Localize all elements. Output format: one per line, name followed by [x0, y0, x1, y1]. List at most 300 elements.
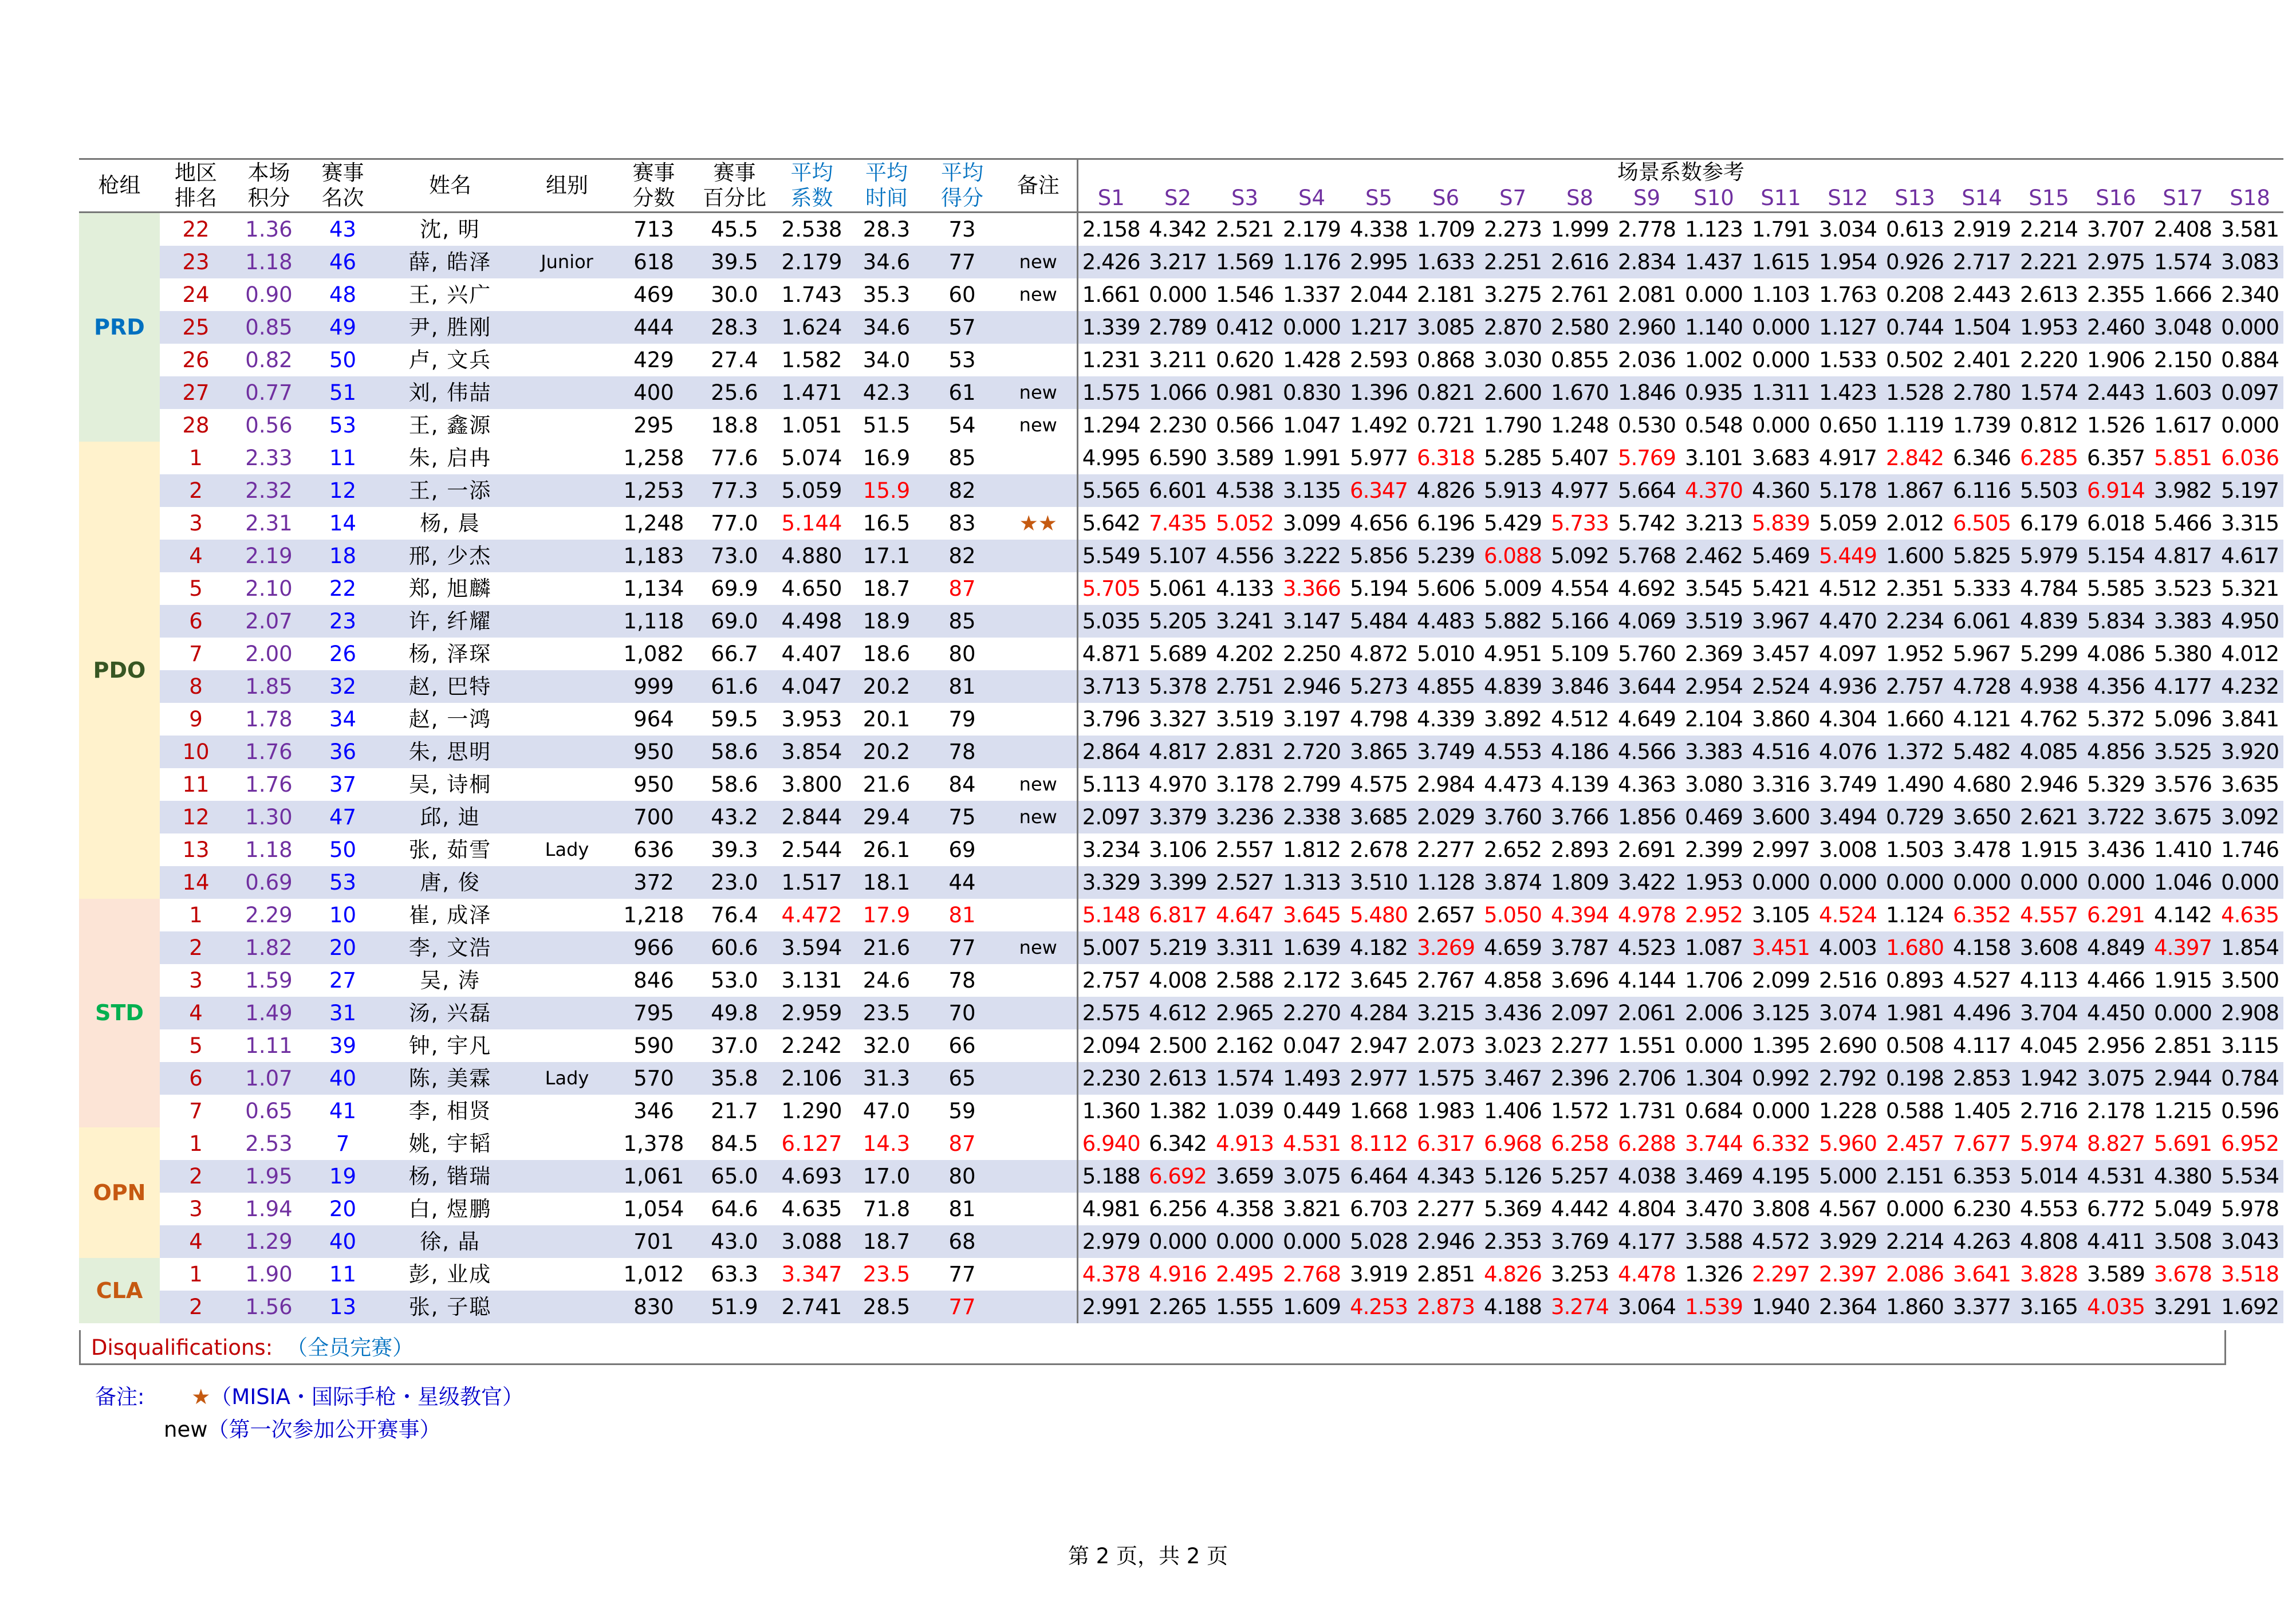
points: 0.85	[232, 311, 306, 344]
table-row	[79, 833, 2283, 866]
points: 0.65	[245, 1099, 293, 1123]
remark	[1000, 1291, 1077, 1323]
region-rank: 10	[160, 736, 232, 768]
header-remarks: 备注	[1017, 173, 1060, 198]
stage-factor-s9: 5.760	[1618, 642, 1676, 666]
stage-factor-s6: 2.946	[1412, 1225, 1479, 1258]
table-row	[79, 311, 2283, 344]
stage-factor-s18: 0.000	[2221, 413, 2279, 438]
stage-factor-s7: 4.858	[1484, 968, 1542, 993]
stage-factor-s1: 2.991	[1077, 1291, 1144, 1323]
points: 2.07	[232, 605, 306, 638]
stage-factor-s10: 1.953	[1680, 866, 1747, 899]
stage-factor-s9: 5.769	[1618, 446, 1676, 470]
stage-factor-s13: 1.490	[1886, 772, 1944, 797]
stage-factor-s11: 6.332	[1752, 1131, 1810, 1156]
stage-factor-s14: 5.825	[1948, 540, 2015, 572]
stage-factor-s14: 6.116	[1948, 474, 2015, 507]
stage-factor-s12: 3.008	[1819, 837, 1877, 862]
stage-factor-s17: 3.291	[2149, 1291, 2216, 1323]
avg-time: 21.6	[863, 772, 911, 797]
stage-factor-s6: 3.269	[1412, 931, 1479, 964]
table-row	[79, 409, 2283, 442]
stage-factor-s2: 6.817	[1149, 903, 1207, 927]
stage-factor-s9: 2.691	[1618, 837, 1676, 862]
remark	[1000, 997, 1077, 1029]
points: 1.07	[232, 1062, 306, 1095]
stage-factor-s10: 3.469	[1680, 1160, 1747, 1193]
stage-factor-s3: 0.000	[1211, 1225, 1278, 1258]
points: 1.85	[232, 670, 306, 703]
stage-factor-s8: 4.186	[1546, 736, 1613, 768]
stage-factor-s3: 0.981	[1211, 376, 1278, 409]
avg-factor: 2.179	[775, 246, 849, 278]
stage-factor-s14: 6.353	[1948, 1160, 2015, 1193]
stage-factor-s10: 1.002	[1685, 348, 1743, 372]
stage-factor-s18: 3.083	[2216, 246, 2283, 278]
event-rank: 48	[329, 282, 357, 307]
avg-points: 69	[948, 837, 976, 862]
stage-factor-s18: 0.000	[2216, 311, 2283, 344]
stage-factor-s8: 1.999	[1551, 217, 1609, 242]
avg-points: 66	[948, 1033, 976, 1058]
region-rank: 1	[189, 446, 203, 470]
avg-factor: 3.594	[775, 931, 849, 964]
event-score: 950	[613, 736, 694, 768]
stage-factor-s6: 3.085	[1412, 311, 1479, 344]
stage-factor-s7: 2.870	[1479, 311, 1546, 344]
stage-factor-s11: 1.791	[1752, 217, 1810, 242]
event-score: 636	[633, 837, 674, 862]
stage-factor-s14: 4.728	[1948, 670, 2015, 703]
stage-factor-s14: 4.496	[1948, 997, 2015, 1029]
table-row	[79, 1029, 2283, 1062]
stage-factor-s13: 0.208	[1886, 282, 1944, 307]
avg-factor: 1.517	[775, 866, 849, 899]
stage-factor-s5: 2.947	[1350, 1033, 1408, 1058]
event-score: 713	[633, 217, 674, 242]
remark	[1000, 1193, 1077, 1225]
stage-factor-s1: 1.575	[1077, 376, 1144, 409]
stage-factor-s5: 5.194	[1350, 576, 1408, 601]
stage-factor-s8: 4.512	[1551, 707, 1609, 732]
stage-factor-s1: 4.995	[1077, 442, 1144, 474]
stage-factor-s8: 1.809	[1546, 866, 1613, 899]
stage-factor-s11: 4.516	[1747, 736, 1814, 768]
stage-factor-s10: 3.588	[1680, 1225, 1747, 1258]
stage-factor-s6: 5.606	[1417, 576, 1475, 601]
stage-factor-s3: 3.589	[1216, 446, 1274, 470]
stage-factor-s6: 2.984	[1417, 772, 1475, 797]
event-pct: 39.3	[711, 837, 758, 862]
stage-factor-s10: 2.462	[1680, 540, 1747, 572]
table-row	[79, 213, 2283, 246]
event-pct: 30.0	[711, 282, 758, 307]
stage-factor-s9: 4.038	[1613, 1160, 1680, 1193]
avg-factor: 2.106	[775, 1062, 849, 1095]
stage-factor-s9: 2.081	[1618, 282, 1676, 307]
stage-factor-s4: 1.337	[1283, 282, 1341, 307]
competitor-name: 王, 鑫源	[408, 413, 492, 438]
stage-factor-s18: 0.000	[2216, 866, 2283, 899]
event-score: 1,012	[623, 1262, 684, 1287]
stage-factor-s7: 5.369	[1484, 1197, 1542, 1221]
table-row	[79, 1193, 2283, 1225]
points: 2.10	[245, 576, 293, 601]
stage-factor-s18: 1.854	[2216, 931, 2283, 964]
region-rank: 5	[189, 576, 203, 601]
stage-factor-s13: 1.660	[1886, 707, 1944, 732]
competitor-name: 郑, 旭麟	[408, 576, 492, 601]
avg-time: 34.6	[849, 311, 924, 344]
stage-factor-s4: 3.222	[1278, 540, 1345, 572]
stage-factor-s8: 3.274	[1546, 1291, 1613, 1323]
region-rank: 4	[160, 540, 232, 572]
stage-factor-s18: 4.950	[2216, 605, 2283, 638]
stage-factor-s16: 5.329	[2087, 772, 2145, 797]
avg-points: 70	[924, 997, 1000, 1029]
stage-factor-s8: 1.670	[1546, 376, 1613, 409]
stage-factor-s16: 2.975	[2082, 246, 2149, 278]
header-avg-points: 平均 得分	[941, 160, 983, 210]
stage-factor-s11: 2.099	[1752, 968, 1810, 993]
avg-factor: 4.693	[775, 1160, 849, 1193]
stage-factor-s13: 1.860	[1881, 1291, 1948, 1323]
stage-factor-s1: 2.757	[1077, 964, 1144, 997]
stage-factor-s8: 3.766	[1546, 801, 1613, 833]
avg-factor: 4.472	[781, 903, 842, 927]
table-row	[79, 1258, 2283, 1291]
stage-factor-s11: 2.297	[1752, 1262, 1810, 1287]
avg-points: 82	[924, 540, 1000, 572]
stage-factor-s4: 3.135	[1278, 474, 1345, 507]
avg-time: 51.5	[863, 413, 911, 438]
competitor-name: 卢, 文兵	[408, 348, 492, 372]
stage-factor-s10: 3.744	[1685, 1131, 1743, 1156]
stage-factor-s12: 1.763	[1819, 282, 1877, 307]
competitor-name: 赵, 巴特	[380, 670, 521, 703]
event-pct: 65.0	[694, 1160, 775, 1193]
stage-factor-s15: 4.557	[2020, 903, 2078, 927]
stage-factor-s18: 4.232	[2216, 670, 2283, 703]
stage-factor-s9: 4.069	[1613, 605, 1680, 638]
stage-factor-s4: 1.812	[1283, 837, 1341, 862]
avg-points: 87	[948, 1131, 976, 1156]
stage-factor-s10: 3.519	[1680, 605, 1747, 638]
stage-factor-s4: 3.197	[1283, 707, 1341, 732]
stage-factor-s7: 5.882	[1479, 605, 1546, 638]
stage-factor-s15: 3.704	[2015, 997, 2082, 1029]
event-score: 950	[633, 772, 674, 797]
stage-factor-s11: 1.311	[1747, 376, 1814, 409]
event-score: 618	[613, 246, 694, 278]
stage-factor-s17: 4.177	[2149, 670, 2216, 703]
stage-factor-s18: 3.500	[2221, 968, 2279, 993]
avg-points: 68	[924, 1225, 1000, 1258]
competitor-name: 李, 文浩	[380, 931, 521, 964]
stage-factor-s10: 2.369	[1685, 642, 1743, 666]
stage-factor-s13: 1.981	[1881, 997, 1948, 1029]
event-score: 1,218	[623, 903, 684, 927]
event-score: 700	[613, 801, 694, 833]
competitor-name: 赵, 一鸿	[408, 707, 492, 732]
stage-factor-s14: 6.230	[1953, 1197, 2011, 1221]
stage-factor-s1: 1.231	[1077, 344, 1144, 376]
header-stage-s2: S2	[1164, 186, 1192, 210]
header-avg-time: 平均 时间	[865, 160, 908, 210]
region-rank: 14	[160, 866, 232, 899]
avg-points: 78	[948, 968, 976, 993]
stage-factor-s3: 3.236	[1211, 801, 1278, 833]
avg-points: 77	[948, 1262, 976, 1287]
stage-factor-s11: 1.615	[1747, 246, 1814, 278]
stage-factor-s1: 3.234	[1077, 833, 1144, 866]
stage-factor-s3: 2.831	[1211, 736, 1278, 768]
stage-factor-s16: 5.154	[2082, 540, 2149, 572]
stage-factor-s4: 0.000	[1278, 1225, 1345, 1258]
stage-factor-s1: 5.565	[1077, 474, 1144, 507]
stage-factor-s10: 1.123	[1685, 217, 1743, 242]
category: Junior	[521, 246, 613, 278]
stage-factor-s17: 5.380	[2154, 642, 2212, 666]
new-note: （第一次参加公开赛事）	[207, 1417, 441, 1442]
table-row	[79, 572, 2283, 605]
stage-factor-s5: 8.112	[1350, 1131, 1408, 1156]
region-rank: 6	[160, 1062, 232, 1095]
stage-factor-s11: 5.469	[1747, 540, 1814, 572]
remark	[1000, 1127, 1077, 1160]
event-pct: 21.7	[711, 1099, 758, 1123]
competitor-name: 朱, 思明	[380, 736, 521, 768]
event-score: 346	[633, 1099, 674, 1123]
stage-factor-s10: 3.545	[1685, 576, 1743, 601]
remark: new	[1000, 376, 1077, 409]
event-pct: 77.3	[694, 474, 775, 507]
stage-factor-s16: 5.585	[2087, 576, 2145, 601]
stage-factor-s3: 4.133	[1216, 576, 1274, 601]
stage-factor-s15: 4.762	[2020, 707, 2078, 732]
stage-factor-s12: 2.690	[1819, 1033, 1877, 1058]
stage-factor-s8: 5.166	[1546, 605, 1613, 638]
stage-factor-s8: 3.769	[1546, 1225, 1613, 1258]
stage-factor-s1: 5.113	[1077, 768, 1144, 801]
stage-factor-s2: 5.378	[1144, 670, 1211, 703]
stage-factor-s8: 5.109	[1551, 642, 1609, 666]
stage-factor-s13: 0.588	[1886, 1099, 1944, 1123]
stage-factor-s2: 1.066	[1144, 376, 1211, 409]
header-stage-s5: S5	[1365, 186, 1393, 210]
stage-factor-s1: 5.035	[1077, 605, 1144, 638]
stage-factor-s15: 4.808	[2015, 1225, 2082, 1258]
table-row	[79, 507, 2283, 540]
stage-factor-s12: 2.792	[1814, 1062, 1881, 1095]
stage-factor-s17: 4.142	[2154, 903, 2212, 927]
stage-factor-s6: 6.196	[1417, 511, 1475, 536]
category	[521, 768, 613, 801]
event-pct: 64.6	[711, 1197, 758, 1221]
stage-factor-s6: 1.633	[1412, 246, 1479, 278]
stage-factor-s13: 0.926	[1881, 246, 1948, 278]
event-pct: 51.9	[694, 1291, 775, 1323]
stage-factor-s14: 3.641	[1953, 1262, 2011, 1287]
category	[521, 1029, 613, 1062]
table-row	[79, 605, 2283, 638]
stage-factor-s12: 3.494	[1814, 801, 1881, 833]
remark: new	[1000, 931, 1077, 964]
event-pct: 59.5	[711, 707, 758, 732]
stage-factor-s2: 2.613	[1144, 1062, 1211, 1095]
points: 2.19	[232, 540, 306, 572]
stage-factor-s4: 1.609	[1278, 1291, 1345, 1323]
stage-factor-s2: 0.000	[1144, 1225, 1211, 1258]
stage-factor-s12: 1.423	[1814, 376, 1881, 409]
remark: new	[1000, 246, 1077, 278]
category	[521, 278, 613, 311]
stage-factor-s13: 2.234	[1881, 605, 1948, 638]
stage-factor-s12: 1.127	[1814, 311, 1881, 344]
category	[521, 1193, 613, 1225]
competitor-name: 李, 相贤	[408, 1099, 492, 1123]
avg-time: 29.4	[849, 801, 924, 833]
stage-factor-s16: 4.411	[2082, 1225, 2149, 1258]
avg-points: 81	[948, 1197, 976, 1221]
stage-factor-s16: 6.018	[2087, 511, 2145, 536]
stage-factor-s17: 1.603	[2149, 376, 2216, 409]
stage-factor-s15: 2.946	[2020, 772, 2078, 797]
event-pct: 73.0	[694, 540, 775, 572]
stage-factor-s16: 3.436	[2087, 837, 2145, 862]
stage-factor-s15: 4.085	[2015, 736, 2082, 768]
avg-points: 54	[948, 413, 976, 438]
points: 1.49	[232, 997, 306, 1029]
event-score: 469	[633, 282, 674, 307]
table-row	[79, 736, 2283, 768]
stage-factor-s9: 4.692	[1618, 576, 1676, 601]
stage-factor-s18: 3.635	[2221, 772, 2279, 797]
stage-factor-s16: 3.075	[2082, 1062, 2149, 1095]
stage-factor-s7: 4.188	[1479, 1291, 1546, 1323]
stage-factor-s16: 6.357	[2087, 446, 2145, 470]
stage-factor-s15: 3.608	[2015, 931, 2082, 964]
table-row	[79, 474, 2283, 507]
stage-factor-s13: 1.952	[1886, 642, 1944, 666]
stage-factor-s14: 3.650	[1948, 801, 2015, 833]
stage-factor-s7: 3.436	[1479, 997, 1546, 1029]
avg-time: 42.3	[849, 376, 924, 409]
stage-factor-s11: 3.967	[1747, 605, 1814, 638]
points: 1.56	[232, 1291, 306, 1323]
stage-factor-s3: 4.647	[1216, 903, 1274, 927]
stage-factor-s5: 2.044	[1350, 282, 1408, 307]
header-stage-s16: S16	[2096, 186, 2136, 210]
stage-factor-s17: 5.096	[2154, 707, 2212, 732]
stage-factor-s6: 4.343	[1412, 1160, 1479, 1193]
stage-factor-s6: 2.073	[1417, 1033, 1475, 1058]
event-rank: 11	[329, 446, 357, 470]
competitor-name: 沈, 明	[420, 217, 481, 242]
region-rank: 9	[189, 707, 203, 732]
header-event-pct: 赛事 百分比	[703, 160, 766, 210]
stage-factor-s10: 4.370	[1680, 474, 1747, 507]
event-score: 1,134	[623, 576, 684, 601]
stage-factor-s12: 4.936	[1814, 670, 1881, 703]
stage-factor-s2: 4.342	[1149, 217, 1207, 242]
stage-factor-s15: 2.613	[2020, 282, 2078, 307]
stage-factor-s8: 1.248	[1551, 413, 1609, 438]
stage-factor-s14: 4.158	[1948, 931, 2015, 964]
stage-factor-s8: 3.846	[1546, 670, 1613, 703]
stage-factor-s11: 0.000	[1747, 866, 1814, 899]
stage-factor-s1: 2.094	[1077, 1029, 1144, 1062]
stage-factor-s10: 3.383	[1680, 736, 1747, 768]
event-rank: 41	[329, 1099, 357, 1123]
header-name: 姓名	[429, 173, 471, 198]
stage-factor-s10: 3.213	[1685, 511, 1743, 536]
event-pct: 58.6	[694, 736, 775, 768]
stage-factor-s5: 5.480	[1350, 903, 1408, 927]
stage-factor-s15: 4.784	[2020, 576, 2078, 601]
event-score: 1,248	[623, 511, 684, 536]
remark	[1000, 964, 1077, 997]
stage-factor-s9: 4.523	[1613, 931, 1680, 964]
stage-factor-s3: 2.557	[1216, 837, 1274, 862]
stage-factor-s5: 4.338	[1350, 217, 1408, 242]
stage-factor-s5: 4.872	[1350, 642, 1408, 666]
avg-factor: 4.498	[775, 605, 849, 638]
stage-factor-s9: 4.804	[1618, 1197, 1676, 1221]
avg-points: 79	[948, 707, 976, 732]
stage-factor-s4: 2.172	[1283, 968, 1341, 993]
stage-factor-s9: 2.061	[1613, 997, 1680, 1029]
region-rank: 3	[189, 968, 203, 993]
stage-factor-s17: 3.383	[2149, 605, 2216, 638]
event-rank: 53	[306, 866, 380, 899]
table-row	[79, 540, 2283, 572]
avg-time: 35.3	[863, 282, 911, 307]
stage-factor-s13: 2.214	[1881, 1225, 1948, 1258]
event-rank: 22	[329, 576, 357, 601]
header-stage-s8: S8	[1566, 186, 1594, 210]
remark	[1000, 670, 1077, 703]
stage-factor-s10: 0.935	[1680, 376, 1747, 409]
stage-factor-s13: 2.842	[1886, 446, 1944, 470]
stage-factor-s1: 5.549	[1077, 540, 1144, 572]
stage-factor-s8: 4.139	[1551, 772, 1609, 797]
remark	[1000, 1225, 1077, 1258]
event-score: 1,183	[613, 540, 694, 572]
region-rank: 5	[189, 1033, 203, 1058]
points: 2.29	[245, 903, 293, 927]
stage-factor-s6: 0.821	[1412, 376, 1479, 409]
avg-time: 17.1	[849, 540, 924, 572]
stage-factor-s15: 4.045	[2020, 1033, 2078, 1058]
remark: new	[1000, 801, 1077, 833]
category	[521, 670, 613, 703]
stage-factor-s17: 2.944	[2149, 1062, 2216, 1095]
table-row	[79, 344, 2283, 376]
event-rank: 51	[306, 376, 380, 409]
avg-time: 71.8	[863, 1197, 911, 1221]
stage-factor-s18: 0.596	[2221, 1099, 2279, 1123]
stage-factor-s4: 1.047	[1283, 413, 1341, 438]
stage-factor-s8: 4.977	[1546, 474, 1613, 507]
category	[521, 442, 613, 474]
stage-factor-s10: 1.087	[1680, 931, 1747, 964]
stage-factor-s7: 3.874	[1479, 866, 1546, 899]
event-rank: 43	[329, 217, 357, 242]
region-rank: 25	[160, 311, 232, 344]
stage-factor-s14: 7.677	[1953, 1131, 2011, 1156]
